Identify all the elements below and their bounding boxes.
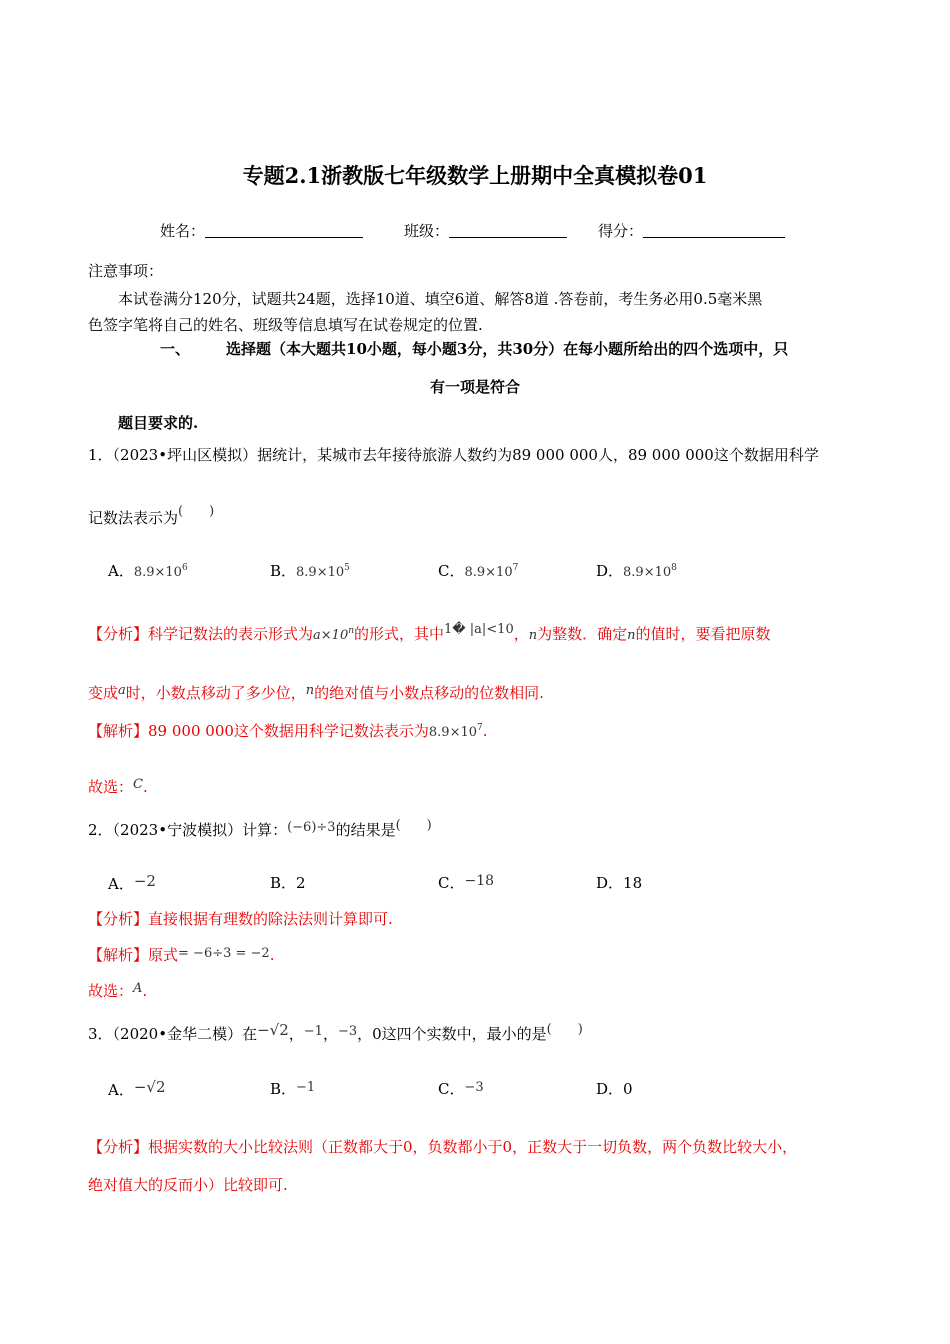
class-blank[interactable] [449,237,567,238]
q1-option-b-label: B． [270,562,297,580]
q1-answer-value: C [133,777,143,792]
q1-option-a[interactable] [108,560,188,581]
q1-analysis-text: 科学记数法的表示形式为 [148,625,314,643]
q1-option-c[interactable] [438,560,518,581]
q2-stem [88,814,432,840]
name-label: 姓名： [160,222,206,240]
q3-option-d[interactable] [596,1078,633,1099]
q1-analysis-text: 的绝对值与小数点移动的位数相同. [314,684,544,702]
q2-solution-tag: 【解析】 [88,946,149,964]
q3-analysis-text-1: 根据实数的大小比较法则（正数都大于0，负数都小于0，正数大于一切负数，两个负数比较大小， [148,1138,798,1156]
class-label: 班级： [404,222,450,240]
q3-stem-text: 3．（2020•金华二模）在 [88,1025,258,1043]
q1-option-d-exp: 8 [671,563,677,573]
q3-separator: ， [288,1025,304,1043]
q1-line-2-text: 记数法表示为 [88,509,179,527]
q1-solution [88,720,488,741]
q1-analysis-text: ， [513,625,529,643]
q1-analysis-text: 的形式，其中 [354,625,445,643]
q1-option-a-exp: 6 [181,563,188,573]
q1-option-d-value: 8.9×10 [623,565,672,580]
q1-analysis-math-1: a×10 [313,628,349,643]
q2-option-d-label: D． [596,874,624,892]
q1-line-1: 1．（2023•坪山区模拟）据统计，某城市去年接待旅游人数约为89 000 000人，89 000 000这个数据用科学 [88,446,819,464]
q3-math-2: −1 [303,1024,323,1039]
notice-line-1: 本试卷满分120分，试题共24题，选择10道、填空6道、解答8道 .答卷前，考生务必用0.5毫米黑 [118,290,763,308]
q3-option-b[interactable] [270,1078,315,1099]
q1-option-c-value: 8.9×10 [464,565,513,580]
q2-option-b-value: 2 [296,874,306,892]
q2-answer-end: . [142,982,148,1000]
score-label: 得分： [598,222,644,240]
q1-line-2 [88,500,214,528]
q1-option-b[interactable] [270,560,350,581]
q2-analysis-text: 直接根据有理数的除法法则计算即可. [148,910,393,928]
q1-option-a-label: A． [108,562,134,580]
q3-option-c[interactable] [438,1078,484,1099]
q1-solution-tag: 【解析】 [88,722,149,740]
q2-stem-text-2: 的结果是 [335,821,396,839]
q2-option-d[interactable] [596,872,642,893]
q3-stem [88,1018,583,1044]
q2-option-a[interactable] [108,872,156,894]
q2-solution-text: 原式 [148,946,179,964]
q3-option-d-label: D． [596,1080,624,1098]
section-heading-line-3: 题目要求的. [118,414,199,432]
q1-option-b-exp: 5 [344,563,350,573]
q1-option-d-label: D． [596,562,624,580]
notice-heading: 注意事项： [88,262,164,280]
q3-option-c-label: C． [438,1080,465,1098]
q2-option-a-value: −2 [133,872,156,890]
q2-analysis [88,908,393,929]
name-blank[interactable] [205,237,363,238]
q1-solution-text: 89 000 000这个数据用科学记数法表示为 [148,722,429,740]
q1-analysis-a: a [118,683,126,698]
q1-analysis-tag: 【分析】 [88,625,149,643]
page-title: 专题2.1浙教版七年级数学上册期中全真模拟卷01 [242,163,708,188]
section-heading-line-1: 选择题（本大题共10小题，每小题3分，共30分）在每小题所给出的四个选项中，只 [226,340,789,358]
q1-option-c-exp: 7 [512,563,519,573]
score-field [598,220,785,241]
q1-option-c-label: C． [438,562,465,580]
q1-analysis-text: 为整数．确定 [537,625,628,643]
q3-option-c-value: −3 [464,1080,484,1095]
q3-math-3: −3 [337,1024,358,1039]
q2-answer-value: A [133,981,143,996]
q1-analysis-text: 时，小数点移动了多少位， [125,684,306,702]
section-heading-line-2: 有一项是符合 [429,378,520,396]
q3-option-a-value: −√2 [133,1078,166,1096]
q3-paren: ( ) [546,1022,583,1037]
q1-option-d[interactable] [596,560,677,581]
q1-answer-label: 故选： [88,778,134,796]
q3-option-b-value: −1 [296,1080,316,1095]
q1-analysis-n-2: n [627,628,636,643]
q3-option-a-label: A． [108,1081,134,1099]
q2-solution-math: = −6÷3 = −2 [178,946,270,961]
q1-analysis-text: 的值时，要看把原数 [635,625,771,643]
q1-answer [88,776,148,797]
q1-solution-math: 8.9×10 [428,725,478,740]
q2-paren: ( ) [395,818,432,833]
q3-analysis-line-1 [88,1136,797,1157]
q1-answer-end: . [142,778,148,796]
q3-separator: ， [322,1025,338,1043]
q1-analysis-n-3: n [305,683,315,698]
q1-option-a-value: 8.9×10 [133,565,182,580]
q1-analysis-line-1 [88,622,771,644]
q2-solution-end: . [269,946,275,964]
q2-option-c[interactable] [438,872,494,893]
q3-option-d-value: 0 [623,1080,633,1098]
score-blank[interactable] [643,237,785,238]
name-field [160,220,363,241]
q2-analysis-tag: 【分析】 [88,910,149,928]
q3-option-a[interactable] [108,1078,166,1100]
q2-solution [88,944,275,965]
q2-option-c-label: C． [438,874,465,892]
q2-answer [88,980,147,1001]
q2-option-b-label: B． [270,874,297,892]
q1-option-b-value: 8.9×10 [296,565,345,580]
q3-analysis-tag: 【分析】 [88,1138,149,1156]
q3-math-1: −√2 [257,1021,289,1039]
q3-stem-text-2: ，0这四个实数中，最小的是 [357,1025,547,1043]
section-number: 一、 [160,340,191,358]
q2-math: (−6)÷3 [287,820,336,835]
q3-analysis-line-2: 绝对值大的反而小）比较即可. [88,1176,288,1194]
q1-analysis-n: n [528,628,538,643]
q1-solution-exp: 7 [477,723,483,733]
q2-option-c-value: −18 [464,873,495,889]
q1-analysis-math-2: 1� |a|<10 [444,622,514,637]
q2-option-d-value: 18 [623,874,643,892]
notice-line-2: 色签字笔将自己的姓名、班级等信息填写在试卷规定的位置. [88,316,483,334]
class-field [404,220,567,241]
q1-analysis-line-2 [88,682,544,703]
q3-option-b-label: B． [270,1080,297,1098]
q2-option-b[interactable] [270,872,306,893]
q2-answer-label: 故选： [88,982,134,1000]
q2-stem-text: 2．（2023•宁波模拟）计算： [88,821,288,839]
q1-paren: ( ) [178,504,215,519]
q1-analysis-text: 变成 [88,684,119,702]
q1-analysis-math-1-exp: n [348,626,355,636]
q1-solution-end: . [482,722,488,740]
q2-option-a-label: A． [108,875,134,893]
